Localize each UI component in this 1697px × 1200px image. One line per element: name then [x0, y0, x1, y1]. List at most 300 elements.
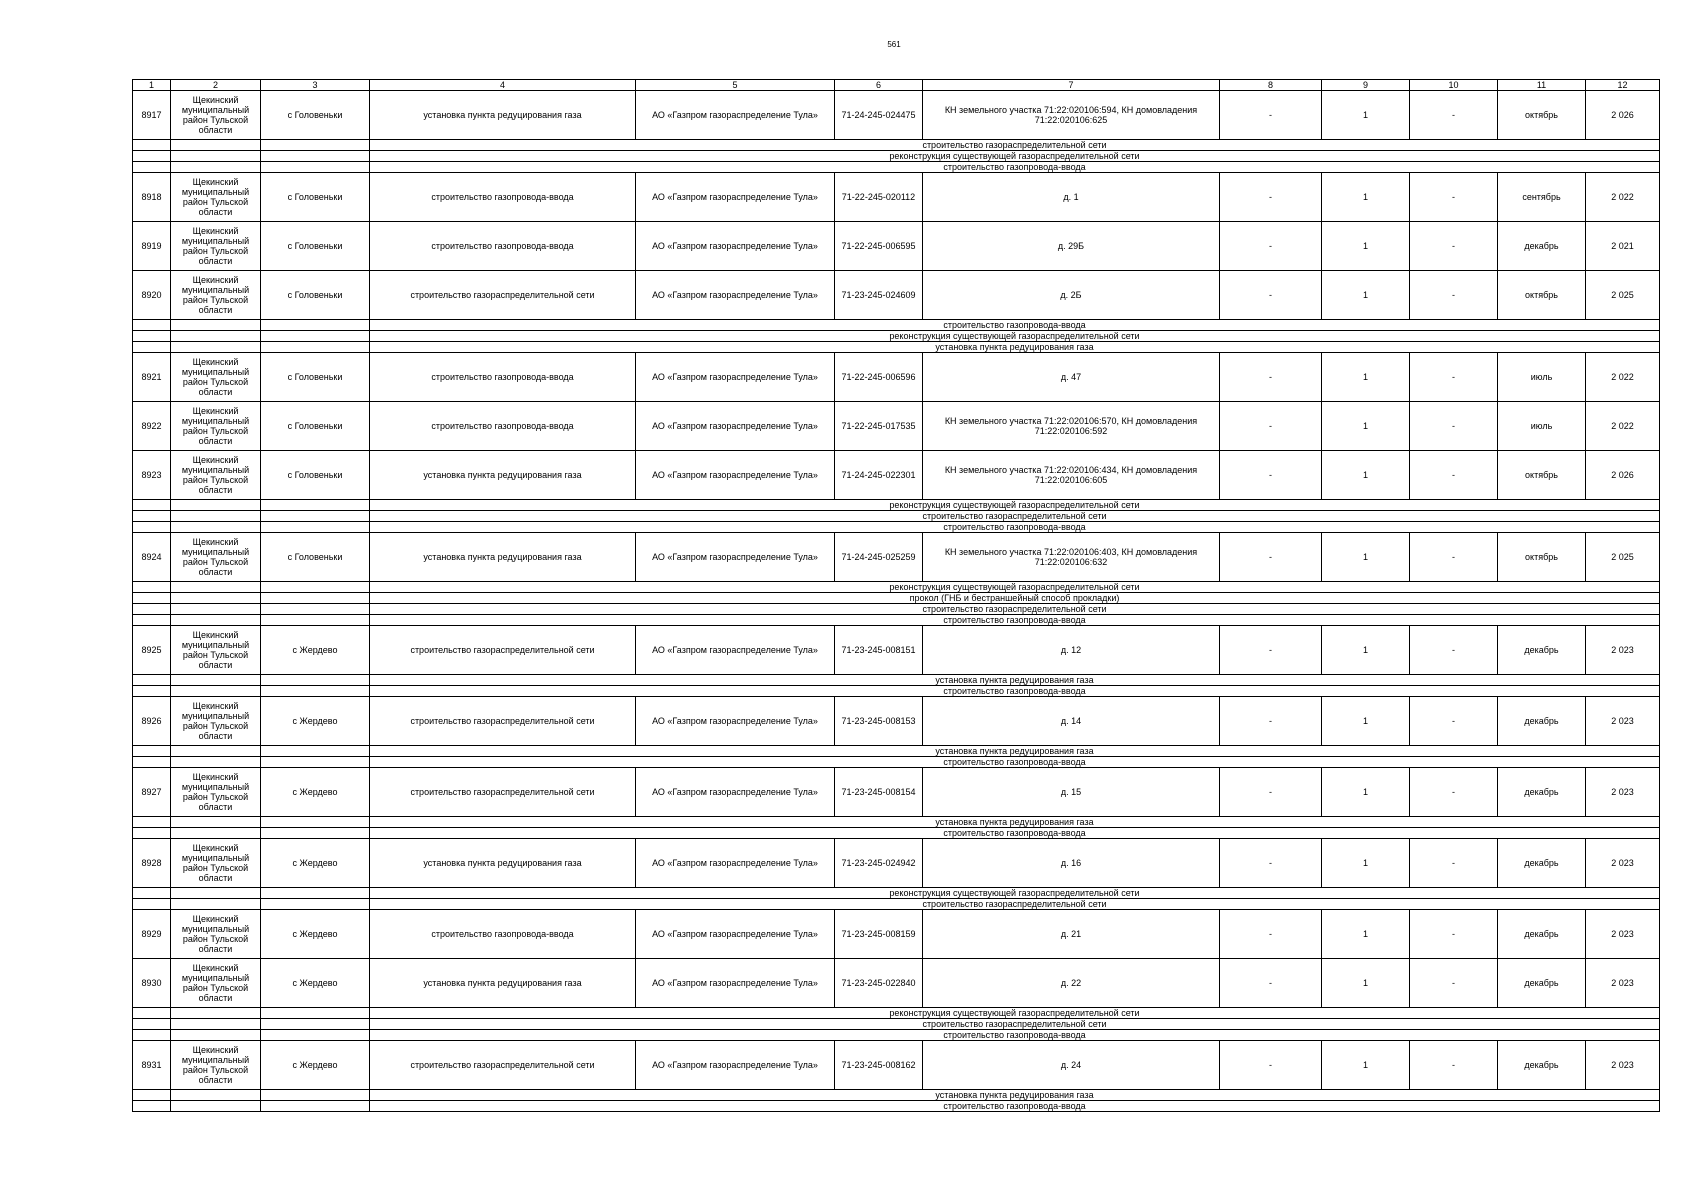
row-number-cell: 8923 — [133, 451, 171, 500]
application-number-cell: 71-24-245-025259 — [835, 533, 923, 582]
application-number-cell: 71-22-245-006596 — [835, 353, 923, 402]
header-cell: 1 — [133, 80, 171, 91]
address-cell: д. 22 — [923, 959, 1220, 1008]
table-row — [133, 533, 1660, 582]
empty-cell — [171, 320, 261, 331]
settlement-cell: с Жердево — [261, 839, 370, 888]
settlement-cell: с Головеньки — [261, 451, 370, 500]
month-cell: декабрь — [1498, 222, 1586, 271]
address-cell: д. 15 — [923, 768, 1220, 817]
empty-cell — [261, 1101, 370, 1112]
empty-cell — [171, 151, 261, 162]
work-type-cell: установка пункта редуцирования газа — [370, 533, 636, 582]
subwork-description: реконструкция существующей газораспределительной сети — [370, 888, 1660, 899]
col-9-value-cell: 1 — [1322, 910, 1410, 959]
subwork-description: строительство газопровода-ввода — [370, 1030, 1660, 1041]
col-9-value-cell: 1 — [1322, 353, 1410, 402]
empty-cell — [171, 582, 261, 593]
empty-cell — [171, 686, 261, 697]
work-type-cell: строительство газопровода-ввода — [370, 402, 636, 451]
subwork-description: строительство газораспределительной сети — [370, 140, 1660, 151]
subwork-row — [133, 162, 1660, 173]
col-10-value-cell: - — [1410, 451, 1498, 500]
empty-cell — [133, 1008, 171, 1019]
empty-cell — [133, 828, 171, 839]
subwork-description: реконструкция существующей газораспределительной сети — [370, 500, 1660, 511]
year-cell: 2 025 — [1586, 533, 1660, 582]
table-row — [133, 173, 1660, 222]
col-9-value-cell: 1 — [1322, 839, 1410, 888]
district-cell: Щекинский муниципальный район Тульской области — [171, 768, 261, 817]
empty-cell — [171, 342, 261, 353]
empty-cell — [133, 522, 171, 533]
table-row — [133, 353, 1660, 402]
col-10-value-cell: - — [1410, 271, 1498, 320]
address-cell: д. 29Б — [923, 222, 1220, 271]
col-8-value-cell: - — [1220, 173, 1322, 222]
col-10-value-cell: - — [1410, 697, 1498, 746]
subwork-row — [133, 746, 1660, 757]
subwork-row — [133, 1019, 1660, 1030]
month-cell: декабрь — [1498, 959, 1586, 1008]
subwork-row — [133, 1101, 1660, 1112]
col-9-value-cell: 1 — [1322, 697, 1410, 746]
table-row — [133, 697, 1660, 746]
year-cell: 2 023 — [1586, 910, 1660, 959]
col-10-value-cell: - — [1410, 959, 1498, 1008]
work-type-cell: строительство газопровода-ввода — [370, 173, 636, 222]
subwork-row — [133, 331, 1660, 342]
empty-cell — [261, 140, 370, 151]
header-cell: 8 — [1220, 80, 1322, 91]
header-cell: 4 — [370, 80, 636, 91]
settlement-cell: с Жердево — [261, 1041, 370, 1090]
organization-cell: АО «Газпром газораспределение Тула» — [636, 768, 835, 817]
subwork-row — [133, 817, 1660, 828]
empty-cell — [171, 615, 261, 626]
year-cell: 2 023 — [1586, 768, 1660, 817]
col-10-value-cell: - — [1410, 402, 1498, 451]
organization-cell: АО «Газпром газораспределение Тула» — [636, 626, 835, 675]
month-cell: декабрь — [1498, 626, 1586, 675]
settlement-cell: с Жердево — [261, 697, 370, 746]
year-cell: 2 022 — [1586, 173, 1660, 222]
application-number-cell: 71-23-245-024609 — [835, 271, 923, 320]
col-8-value-cell: - — [1220, 910, 1322, 959]
col-8-value-cell: - — [1220, 626, 1322, 675]
row-number-cell: 8917 — [133, 91, 171, 140]
district-cell: Щекинский муниципальный район Тульской области — [171, 353, 261, 402]
col-9-value-cell: 1 — [1322, 768, 1410, 817]
work-type-cell: строительство газораспределительной сети — [370, 697, 636, 746]
application-number-cell: 71-24-245-024475 — [835, 91, 923, 140]
subwork-row — [133, 1008, 1660, 1019]
subwork-description: реконструкция существующей газораспределительной сети — [370, 151, 1660, 162]
work-type-cell: строительство газораспределительной сети — [370, 1041, 636, 1090]
row-number-cell: 8926 — [133, 697, 171, 746]
address-cell: д. 21 — [923, 910, 1220, 959]
col-9-value-cell: 1 — [1322, 271, 1410, 320]
header-cell: 7 — [923, 80, 1220, 91]
subwork-description: строительство газораспределительной сети — [370, 604, 1660, 615]
application-number-cell: 71-23-245-008159 — [835, 910, 923, 959]
subwork-description: прокол (ГНБ и бестраншейный способ прокладки) — [370, 593, 1660, 604]
empty-cell — [133, 342, 171, 353]
subwork-row — [133, 522, 1660, 533]
settlement-cell: с Жердево — [261, 768, 370, 817]
application-number-cell: 71-22-245-006595 — [835, 222, 923, 271]
address-cell: д. 47 — [923, 353, 1220, 402]
col-10-value-cell: - — [1410, 1041, 1498, 1090]
work-type-cell: строительство газопровода-ввода — [370, 353, 636, 402]
subwork-description: строительство газопровода-ввода — [370, 757, 1660, 768]
empty-cell — [261, 151, 370, 162]
subwork-description: строительство газопровода-ввода — [370, 162, 1660, 173]
work-type-cell: установка пункта редуцирования газа — [370, 91, 636, 140]
row-number-cell: 8919 — [133, 222, 171, 271]
empty-cell — [171, 522, 261, 533]
col-10-value-cell: - — [1410, 626, 1498, 675]
empty-cell — [171, 331, 261, 342]
work-type-cell: строительство газораспределительной сети — [370, 271, 636, 320]
header-cell: 10 — [1410, 80, 1498, 91]
col-9-value-cell: 1 — [1322, 222, 1410, 271]
year-cell: 2 025 — [1586, 271, 1660, 320]
district-cell: Щекинский муниципальный район Тульской области — [171, 402, 261, 451]
month-cell: декабрь — [1498, 697, 1586, 746]
row-number-cell: 8920 — [133, 271, 171, 320]
col-10-value-cell: - — [1410, 768, 1498, 817]
empty-cell — [133, 582, 171, 593]
header-row — [133, 80, 1660, 91]
col-10-value-cell: - — [1410, 353, 1498, 402]
subwork-row — [133, 686, 1660, 697]
subwork-row — [133, 500, 1660, 511]
address-cell: д. 14 — [923, 697, 1220, 746]
month-cell: декабрь — [1498, 768, 1586, 817]
header-cell: 11 — [1498, 80, 1586, 91]
subwork-row — [133, 151, 1660, 162]
col-8-value-cell: - — [1220, 768, 1322, 817]
table-row — [133, 91, 1660, 140]
col-9-value-cell: 1 — [1322, 959, 1410, 1008]
settlement-cell: с Головеньки — [261, 173, 370, 222]
address-cell: д. 24 — [923, 1041, 1220, 1090]
subwork-description: установка пункта редуцирования газа — [370, 1090, 1660, 1101]
empty-cell — [261, 593, 370, 604]
col-10-value-cell: - — [1410, 91, 1498, 140]
empty-cell — [171, 899, 261, 910]
empty-cell — [133, 604, 171, 615]
empty-cell — [171, 888, 261, 899]
month-cell: октябрь — [1498, 271, 1586, 320]
empty-cell — [133, 1019, 171, 1030]
col-8-value-cell: - — [1220, 91, 1322, 140]
empty-cell — [171, 604, 261, 615]
subwork-row — [133, 828, 1660, 839]
organization-cell: АО «Газпром газораспределение Тула» — [636, 533, 835, 582]
district-cell: Щекинский муниципальный район Тульской области — [171, 173, 261, 222]
empty-cell — [133, 140, 171, 151]
subwork-description: реконструкция существующей газораспределительной сети — [370, 331, 1660, 342]
empty-cell — [261, 828, 370, 839]
subwork-description: установка пункта редуцирования газа — [370, 817, 1660, 828]
empty-cell — [261, 1090, 370, 1101]
empty-cell — [261, 604, 370, 615]
organization-cell: АО «Газпром газораспределение Тула» — [636, 353, 835, 402]
col-8-value-cell: - — [1220, 533, 1322, 582]
table-row — [133, 271, 1660, 320]
empty-cell — [133, 1030, 171, 1041]
work-type-cell: строительство газопровода-ввода — [370, 222, 636, 271]
header-cell: 5 — [636, 80, 835, 91]
table-row — [133, 1041, 1660, 1090]
col-8-value-cell: - — [1220, 697, 1322, 746]
empty-cell — [171, 817, 261, 828]
settlement-cell: с Головеньки — [261, 533, 370, 582]
organization-cell: АО «Газпром газораспределение Тула» — [636, 839, 835, 888]
empty-cell — [133, 888, 171, 899]
col-8-value-cell: - — [1220, 353, 1322, 402]
subwork-description: строительство газопровода-ввода — [370, 320, 1660, 331]
empty-cell — [133, 151, 171, 162]
month-cell: декабрь — [1498, 839, 1586, 888]
district-cell: Щекинский муниципальный район Тульской области — [171, 222, 261, 271]
empty-cell — [133, 686, 171, 697]
empty-cell — [133, 511, 171, 522]
subwork-row — [133, 1030, 1660, 1041]
row-number-cell: 8925 — [133, 626, 171, 675]
empty-cell — [171, 593, 261, 604]
subwork-description: строительство газораспределительной сети — [370, 511, 1660, 522]
empty-cell — [261, 1019, 370, 1030]
table-row — [133, 222, 1660, 271]
empty-cell — [171, 500, 261, 511]
district-cell: Щекинский муниципальный район Тульской области — [171, 697, 261, 746]
month-cell: июль — [1498, 402, 1586, 451]
subwork-row — [133, 342, 1660, 353]
col-8-value-cell: - — [1220, 402, 1322, 451]
col-8-value-cell: - — [1220, 271, 1322, 320]
subwork-row — [133, 320, 1660, 331]
col-8-value-cell: - — [1220, 451, 1322, 500]
address-cell: КН земельного участка 71:22:020106:594, КН домовладения 71:22:020106:625 — [923, 91, 1220, 140]
settlement-cell: с Головеньки — [261, 402, 370, 451]
empty-cell — [133, 1101, 171, 1112]
application-number-cell: 71-23-245-008151 — [835, 626, 923, 675]
subwork-row — [133, 511, 1660, 522]
subwork-row — [133, 140, 1660, 151]
registry-table — [132, 79, 1660, 1112]
year-cell: 2 023 — [1586, 1041, 1660, 1090]
empty-cell — [171, 757, 261, 768]
row-number-cell: 8930 — [133, 959, 171, 1008]
row-number-cell: 8922 — [133, 402, 171, 451]
header-cell: 6 — [835, 80, 923, 91]
month-cell: декабрь — [1498, 1041, 1586, 1090]
district-cell: Щекинский муниципальный район Тульской области — [171, 626, 261, 675]
subwork-row — [133, 582, 1660, 593]
address-cell: д. 12 — [923, 626, 1220, 675]
col-9-value-cell: 1 — [1322, 1041, 1410, 1090]
empty-cell — [261, 817, 370, 828]
empty-cell — [171, 746, 261, 757]
year-cell: 2 022 — [1586, 402, 1660, 451]
month-cell: октябрь — [1498, 91, 1586, 140]
empty-cell — [171, 1019, 261, 1030]
col-9-value-cell: 1 — [1322, 533, 1410, 582]
subwork-description: строительство газораспределительной сети — [370, 899, 1660, 910]
table-row — [133, 402, 1660, 451]
district-cell: Щекинский муниципальный район Тульской области — [171, 451, 261, 500]
subwork-row — [133, 675, 1660, 686]
application-number-cell: 71-23-245-008153 — [835, 697, 923, 746]
empty-cell — [171, 828, 261, 839]
empty-cell — [133, 1090, 171, 1101]
empty-cell — [261, 1008, 370, 1019]
address-cell: КН земельного участка 71:22:020106:403, КН домовладения 71:22:020106:632 — [923, 533, 1220, 582]
empty-cell — [171, 1030, 261, 1041]
year-cell: 2 026 — [1586, 91, 1660, 140]
col-9-value-cell: 1 — [1322, 173, 1410, 222]
subwork-description: установка пункта редуцирования газа — [370, 342, 1660, 353]
row-number-cell: 8928 — [133, 839, 171, 888]
subwork-row — [133, 888, 1660, 899]
organization-cell: АО «Газпром газораспределение Тула» — [636, 402, 835, 451]
empty-cell — [261, 675, 370, 686]
organization-cell: АО «Газпром газораспределение Тула» — [636, 91, 835, 140]
header-cell: 12 — [1586, 80, 1660, 91]
empty-cell — [261, 500, 370, 511]
empty-cell — [261, 162, 370, 173]
empty-cell — [171, 162, 261, 173]
table-row — [133, 451, 1660, 500]
organization-cell: АО «Газпром газораспределение Тула» — [636, 271, 835, 320]
subwork-row — [133, 615, 1660, 626]
settlement-cell: с Головеньки — [261, 271, 370, 320]
empty-cell — [133, 675, 171, 686]
empty-cell — [171, 1090, 261, 1101]
organization-cell: АО «Газпром газораспределение Тула» — [636, 222, 835, 271]
organization-cell: АО «Газпром газораспределение Тула» — [636, 910, 835, 959]
work-type-cell: установка пункта редуцирования газа — [370, 959, 636, 1008]
district-cell: Щекинский муниципальный район Тульской области — [171, 91, 261, 140]
subwork-description: строительство газопровода-ввода — [370, 1101, 1660, 1112]
empty-cell — [261, 1030, 370, 1041]
subwork-description: реконструкция существующей газораспределительной сети — [370, 1008, 1660, 1019]
col-10-value-cell: - — [1410, 533, 1498, 582]
row-number-cell: 8927 — [133, 768, 171, 817]
empty-cell — [261, 899, 370, 910]
empty-cell — [261, 320, 370, 331]
application-number-cell: 71-23-245-022840 — [835, 959, 923, 1008]
col-8-value-cell: - — [1220, 839, 1322, 888]
subwork-row — [133, 593, 1660, 604]
subwork-row — [133, 757, 1660, 768]
empty-cell — [133, 899, 171, 910]
col-9-value-cell: 1 — [1322, 626, 1410, 675]
address-cell: д. 2Б — [923, 271, 1220, 320]
subwork-description: установка пункта редуцирования газа — [370, 675, 1660, 686]
month-cell: октябрь — [1498, 533, 1586, 582]
empty-cell — [171, 140, 261, 151]
empty-cell — [133, 615, 171, 626]
empty-cell — [261, 888, 370, 899]
subwork-row — [133, 899, 1660, 910]
subwork-description: строительство газопровода-ввода — [370, 686, 1660, 697]
table-row — [133, 626, 1660, 675]
empty-cell — [171, 1008, 261, 1019]
empty-cell — [133, 817, 171, 828]
subwork-description: строительство газораспределительной сети — [370, 1019, 1660, 1030]
address-cell: д. 1 — [923, 173, 1220, 222]
year-cell: 2 023 — [1586, 626, 1660, 675]
month-cell: декабрь — [1498, 910, 1586, 959]
empty-cell — [261, 615, 370, 626]
empty-cell — [133, 757, 171, 768]
empty-cell — [133, 746, 171, 757]
month-cell: июль — [1498, 353, 1586, 402]
subwork-description: реконструкция существующей газораспределительной сети — [370, 582, 1660, 593]
year-cell: 2 021 — [1586, 222, 1660, 271]
application-number-cell: 71-23-245-024942 — [835, 839, 923, 888]
work-type-cell: установка пункта редуцирования газа — [370, 451, 636, 500]
empty-cell — [133, 331, 171, 342]
address-cell: КН земельного участка 71:22:020106:434, КН домовладения 71:22:020106:605 — [923, 451, 1220, 500]
header-cell: 2 — [171, 80, 261, 91]
district-cell: Щекинский муниципальный район Тульской области — [171, 959, 261, 1008]
row-number-cell: 8924 — [133, 533, 171, 582]
col-9-value-cell: 1 — [1322, 91, 1410, 140]
empty-cell — [261, 331, 370, 342]
col-9-value-cell: 1 — [1322, 451, 1410, 500]
col-8-value-cell: - — [1220, 959, 1322, 1008]
subwork-row — [133, 604, 1660, 615]
settlement-cell: с Жердево — [261, 959, 370, 1008]
district-cell: Щекинский муниципальный район Тульской области — [171, 910, 261, 959]
work-type-cell: строительство газопровода-ввода — [370, 910, 636, 959]
subwork-description: строительство газопровода-ввода — [370, 615, 1660, 626]
empty-cell — [261, 511, 370, 522]
subwork-description: строительство газопровода-ввода — [370, 828, 1660, 839]
district-cell: Щекинский муниципальный район Тульской области — [171, 1041, 261, 1090]
address-cell: КН земельного участка 71:22:020106:570, КН домовладения 71:22:020106:592 — [923, 402, 1220, 451]
month-cell: октябрь — [1498, 451, 1586, 500]
year-cell: 2 023 — [1586, 697, 1660, 746]
organization-cell: АО «Газпром газораспределение Тула» — [636, 173, 835, 222]
application-number-cell: 71-23-245-008162 — [835, 1041, 923, 1090]
row-number-cell: 8929 — [133, 910, 171, 959]
col-10-value-cell: - — [1410, 910, 1498, 959]
empty-cell — [261, 522, 370, 533]
header-cell: 3 — [261, 80, 370, 91]
application-number-cell: 71-22-245-017535 — [835, 402, 923, 451]
table-row — [133, 768, 1660, 817]
row-number-cell: 8931 — [133, 1041, 171, 1090]
application-number-cell: 71-24-245-022301 — [835, 451, 923, 500]
empty-cell — [261, 342, 370, 353]
subwork-row — [133, 1090, 1660, 1101]
empty-cell — [261, 746, 370, 757]
work-type-cell: установка пункта редуцирования газа — [370, 839, 636, 888]
empty-cell — [133, 162, 171, 173]
table-row — [133, 839, 1660, 888]
subwork-description: строительство газопровода-ввода — [370, 522, 1660, 533]
organization-cell: АО «Газпром газораспределение Тула» — [636, 451, 835, 500]
col-8-value-cell: - — [1220, 1041, 1322, 1090]
organization-cell: АО «Газпром газораспределение Тула» — [636, 697, 835, 746]
row-number-cell: 8918 — [133, 173, 171, 222]
